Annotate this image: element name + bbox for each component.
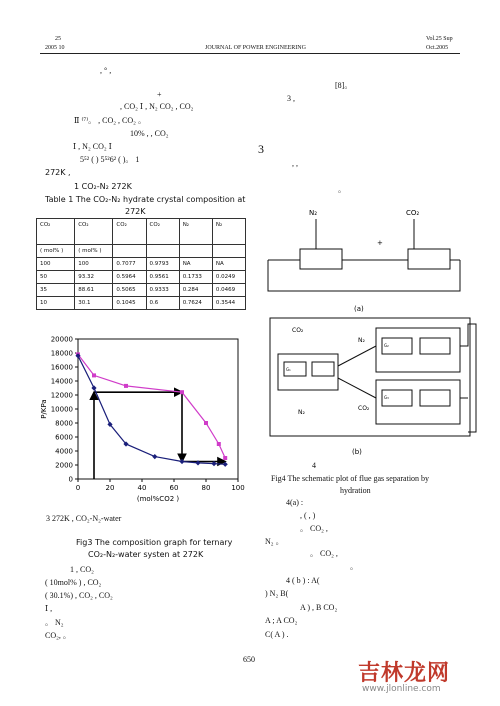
table-cell: 50 (37, 271, 75, 284)
table-number-line: 1 CO₂-N₂ 272K (74, 182, 132, 191)
fig4b-upper-sub2 (420, 338, 450, 354)
table-unit-cell (212, 245, 245, 258)
data-point-1 (92, 373, 96, 377)
fig4b-diagram (270, 318, 476, 458)
header-vol-right: Vol.25 Sup (426, 36, 453, 42)
fig4a-diagram (262, 203, 462, 313)
body-line: , CO₂ Ⅰ , N₂ CO₂ , CO₂ (120, 102, 194, 111)
table-header-row (37, 219, 246, 245)
body-line: , , (292, 159, 298, 168)
table1 (36, 218, 246, 310)
fig4a-label: (a) (354, 305, 364, 313)
table-cell: 0.0249 (212, 271, 245, 284)
table-header-cell: N₂ (179, 219, 212, 245)
y-tick-label: 12000 (50, 391, 73, 400)
body-line: A ) , B CO₂ (300, 603, 338, 612)
table-unit-cell (179, 245, 212, 258)
body-line: 272K , (45, 168, 71, 177)
body-line: Ⅰ , (45, 604, 53, 613)
table-cell: NA (212, 258, 245, 271)
y-axis-label: P/KPa (40, 399, 48, 419)
table-cell: 0.284 (179, 284, 212, 297)
series-line-1 (78, 354, 225, 458)
table-cell: 10 (37, 297, 75, 310)
y-tick-label: 16000 (50, 363, 73, 372)
table-unit-cell (146, 245, 179, 258)
fig4b-label: (b) (352, 448, 362, 456)
fig3-description: 3 272K , CO₂-N₂-water (46, 514, 122, 523)
x-tick-label: 40 (137, 484, 147, 492)
table-cell: 0.9793 (146, 258, 179, 271)
data-point-1 (217, 442, 221, 446)
fig4b-co2-bottom-label: CO₂ (358, 405, 370, 412)
table1-caption-line2: 272K (125, 207, 146, 216)
data-point-1 (223, 456, 227, 460)
table-unit-cell: ( mol% ) (37, 245, 75, 258)
header-rule (40, 53, 460, 54)
table-cell: NA (179, 258, 212, 271)
body-line: 5⁵² ( ) 5⁵²6² ( )。 1 (80, 155, 140, 164)
data-point-2 (91, 385, 96, 390)
header-date-left: 2005 10 (45, 45, 65, 51)
table-header-cell: CO₂ (146, 219, 179, 245)
reference-mark: [8]。 (335, 81, 353, 90)
table-unit-cell (113, 245, 146, 258)
fig4a-separator-box (408, 249, 450, 269)
table-cell: 100 (37, 258, 75, 271)
table-cell: 0.3544 (212, 297, 245, 310)
fig4a-n2-label: N₂ (309, 209, 318, 217)
body-line: N₂ 。 (265, 537, 284, 546)
fig4b-reactor-outer (278, 354, 338, 390)
y-tick-label: 2000 (55, 461, 73, 470)
fig4b-box1-label: G₁ (286, 367, 291, 372)
header-date-right: Oct.2005 (426, 45, 449, 51)
y-tick-label: 10000 (50, 405, 73, 414)
journal-title: JOURNAL OF POWER ENGINEERING (205, 45, 306, 51)
fig4-caption-line2: hydration (340, 486, 371, 495)
y-tick-label: 6000 (55, 433, 73, 442)
section-number: 3 (258, 142, 264, 156)
table-row (37, 284, 246, 297)
fig4a-plus: + (377, 239, 383, 247)
fig3-chart (40, 335, 270, 511)
body-line: A ; A CO₂ (265, 616, 298, 625)
fig3-caption: Fig3 The composition graph for ternary (76, 538, 233, 547)
data-point-2 (152, 454, 157, 459)
table1-caption: Table 1 The CO₂-N₂ hydrate crystal composition at (45, 195, 246, 204)
table-cell: 88.61 (75, 284, 113, 297)
table-cell: 0.7077 (113, 258, 146, 271)
y-tick-label: 8000 (55, 419, 73, 428)
body-line: 。 (338, 185, 346, 194)
fig4b-co2-label: CO₂ (292, 327, 304, 334)
fig4b-lower-outer (376, 380, 460, 424)
body-line: C( A ) . (265, 630, 289, 639)
fig4b-upper-outer (376, 328, 460, 372)
table-header-cell: N₂ (212, 219, 245, 245)
body-line: 。 N₂ (45, 618, 64, 627)
table-cell: 0.6 (146, 297, 179, 310)
table-cell: 0.9561 (146, 271, 179, 284)
x-tick-label: 100 (231, 484, 245, 492)
table-cell: 0.1733 (179, 271, 212, 284)
fig4b-connector (338, 346, 376, 366)
x-tick-label: 20 (105, 484, 115, 492)
fig4b-n2-left-label: N₂ (298, 409, 305, 416)
body-line: + (157, 90, 162, 99)
fig4a-co2-label: CO₂ (406, 209, 420, 217)
table-row (37, 297, 246, 310)
y-tick-label: 18000 (50, 349, 73, 358)
y-tick-label: 0 (68, 475, 73, 484)
x-tick-label: 0 (75, 484, 81, 492)
body-line: 3 , (287, 94, 295, 103)
data-point-2 (179, 459, 184, 464)
data-point-1 (124, 384, 128, 388)
fig4-caption: Fig4 The schematic plot of flue gas separation by (271, 474, 430, 483)
table-cell: 0.0469 (212, 284, 245, 297)
plot-frame (78, 339, 238, 479)
fig4b-lower-sub2 (420, 390, 450, 406)
body-line: 。 CO₂ , (300, 524, 328, 533)
y-tick-label: 14000 (50, 377, 73, 386)
body-line: , ( , ) (300, 511, 316, 520)
fig4b-n2-label: N₂ (358, 337, 365, 344)
table-cell: 0.1045 (113, 297, 146, 310)
fig4a-reactor-box (300, 249, 342, 269)
table-cell: 100 (75, 258, 113, 271)
body-line: 。 CO₂ , (310, 549, 338, 558)
data-point-1 (180, 390, 184, 394)
table-header-cell: CO₂ (113, 219, 146, 245)
table-cell: 0.9333 (146, 284, 179, 297)
fig3-caption-line2: CO₂-N₂-water systen at 272K (88, 550, 204, 559)
series-line-2 (78, 356, 225, 465)
body-line: 1 , CO₂ (70, 565, 94, 574)
fig4b-frame (270, 318, 470, 436)
body-line: 。 (350, 562, 358, 571)
header-volume: 25 (55, 36, 61, 42)
table-unit-cell: ( mol% ) (75, 245, 113, 258)
fig4a-recycle-line (268, 260, 460, 291)
fig4b-box3-label: G₃ (384, 395, 389, 400)
table-cell: 0.5065 (113, 284, 146, 297)
body-line: ( 30.1%) , CO₂ , CO₂ (45, 591, 113, 600)
body-line: ) N₂ B( (265, 589, 289, 598)
table-row (37, 271, 246, 284)
table-row (37, 258, 246, 271)
table-header-cell: CO₂ (75, 219, 113, 245)
fig4b-connector (460, 324, 476, 432)
data-point-2 (223, 462, 228, 467)
table-cell: 0.7624 (179, 297, 212, 310)
body-line: 10% , , CO₂ (130, 129, 169, 138)
table-cell: 93.32 (75, 271, 113, 284)
table-cell: 0.5964 (113, 271, 146, 284)
y-tick-label: 20000 (50, 335, 73, 344)
fig4b-box2-label: G₂ (384, 343, 389, 348)
page-number: 650 (243, 655, 255, 664)
watermark-url: www.jlonline.com (362, 684, 441, 694)
data-point-1 (204, 421, 208, 425)
watermark-logo: 吉林龙网 (358, 661, 451, 686)
body-line: 4 ( b ) : A( (286, 576, 320, 585)
body-line: Ⅰ , N₂ CO₂ Ⅰ (73, 142, 112, 151)
fig4-number: 4 (312, 461, 316, 470)
fig4b-connector (338, 378, 376, 398)
x-tick-label: 80 (201, 484, 211, 492)
body-line: CO₂, 。 (45, 631, 71, 640)
table-header-cell: CO₂ (37, 219, 75, 245)
y-tick-label: 4000 (55, 447, 73, 456)
table-cell: 30.1 (75, 297, 113, 310)
body-line: 4(a) : (286, 498, 304, 507)
x-axis-label: (mol%CO2 ) (136, 495, 180, 503)
body-line: , ° , (100, 66, 112, 75)
body-line: Ⅱ ⁽⁷⁾。 , CO₂ , CO₂ 。 (74, 116, 146, 125)
table-unit-row (37, 245, 246, 258)
x-tick-label: 60 (169, 484, 179, 492)
body-line: ( 10mol% ) , CO₂ (45, 578, 102, 587)
table-cell: 35 (37, 284, 75, 297)
fig4b-reactor-sub2 (312, 362, 334, 376)
